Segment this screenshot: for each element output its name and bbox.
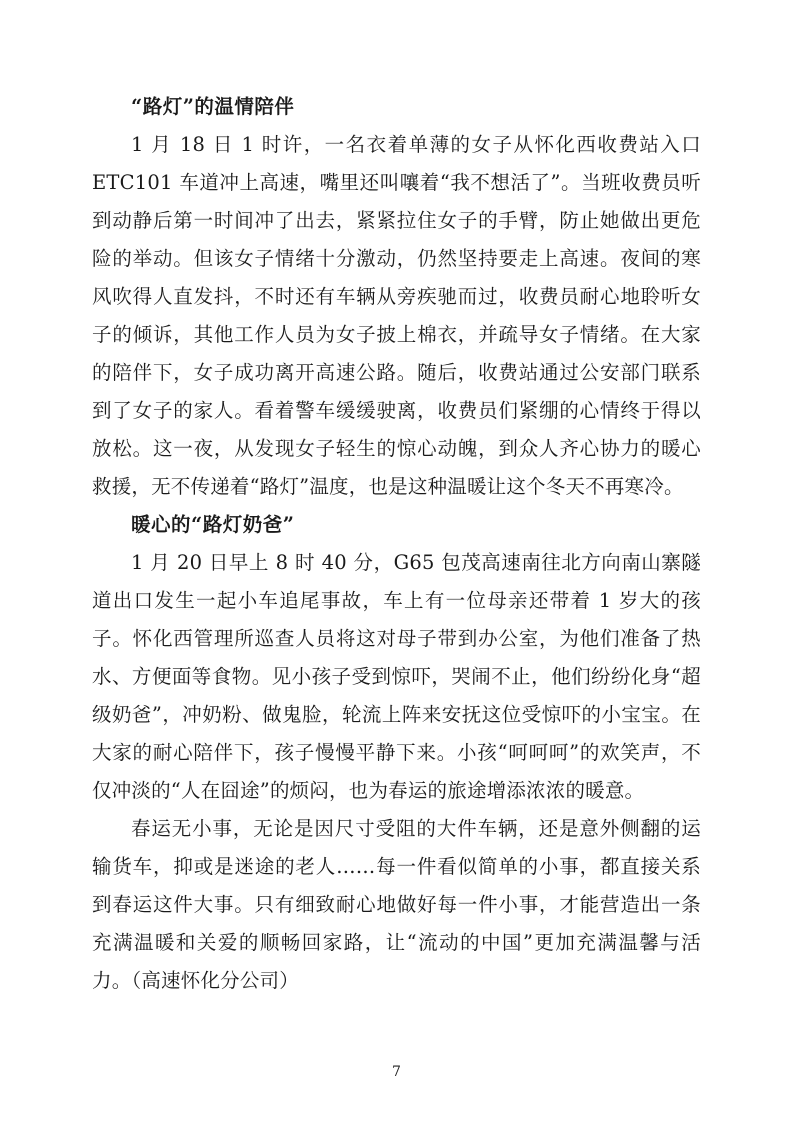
document-body [92,88,701,1000]
paragraph-streetlight-companionship: 1 月 18 日 1 时许，一名衣着单薄的女子从怀化西收费站入口 ETC101 车道冲上高速，嘴里还叫嚷着“我不想活了”。当班收费员听到动静后第一时间冲了出去，紧紧拉住女子的手臂，防止她做出更危险的举动。但该女子情绪十分激动，仍然坚持要走上高速。夜间的寒风吹得人直发抖，不时还有车辆从旁疾驰而过，收费员耐心地聆听女子的倾诉，其他工作人员为女子披上棉衣，并疏导女子情绪。在大家的陪伴下，女子成功离开高速公路。随后，收费站通过公安部门联系到了女子的家人。看着警车缓缓驶离，收费员们紧绷的心情终于得以放松。这一夜，从发现女子轻生的惊心动魄，到众人齐心协力的暖心救援，无不传递着“路灯”温度，也是这种温暖让这个冬天不再寒冷。 [92,133,701,498]
section-heading-warm-streetlight-dad: 暖心的“路灯奶爸” [131,513,295,536]
paragraph-closing-remarks: 春运无小事，无论是因尺寸受阻的大件车辆，还是意外侧翻的运输货车，抑或是迷途的老人……每一件看似简单的小事，都直接关系到春运这件大事。只有细致耐心地做好每一件小事，才能营造出一条充满温暖和关爱的顺畅回家路，让“流动的中国”更加充满温馨与活力。（高速怀化分公司） [92,817,701,992]
page-number: 7 [392,1064,401,1080]
paragraph-warm-streetlight-dad: 1 月 20 日早上 8 时 40 分，G65 包茂高速南往北方向南山寨隧道出口发生一起小车追尾事故，车上有一位母亲还带着 1 岁大的孩子。怀化西管理所巡查人员将这对母子带到办公室，为他们准备了热水、方便面等食物。见小孩子受到惊吓，哭闹不止，他们纷纷化身“超级奶爸”，冲奶粉、做鬼脸，轮流上阵来安抚这位受惊吓的小宝宝。在大家的耐心陪伴下，孩子慢慢平静下来。小孩“呵呵呵”的欢笑声，不仅冲淡的“人在囧途”的烦闷，也为春运的旅途增添浓浓的暖意。 [92,551,701,802]
section-heading-streetlight-companionship: “路灯”的温情陪伴 [131,95,295,118]
